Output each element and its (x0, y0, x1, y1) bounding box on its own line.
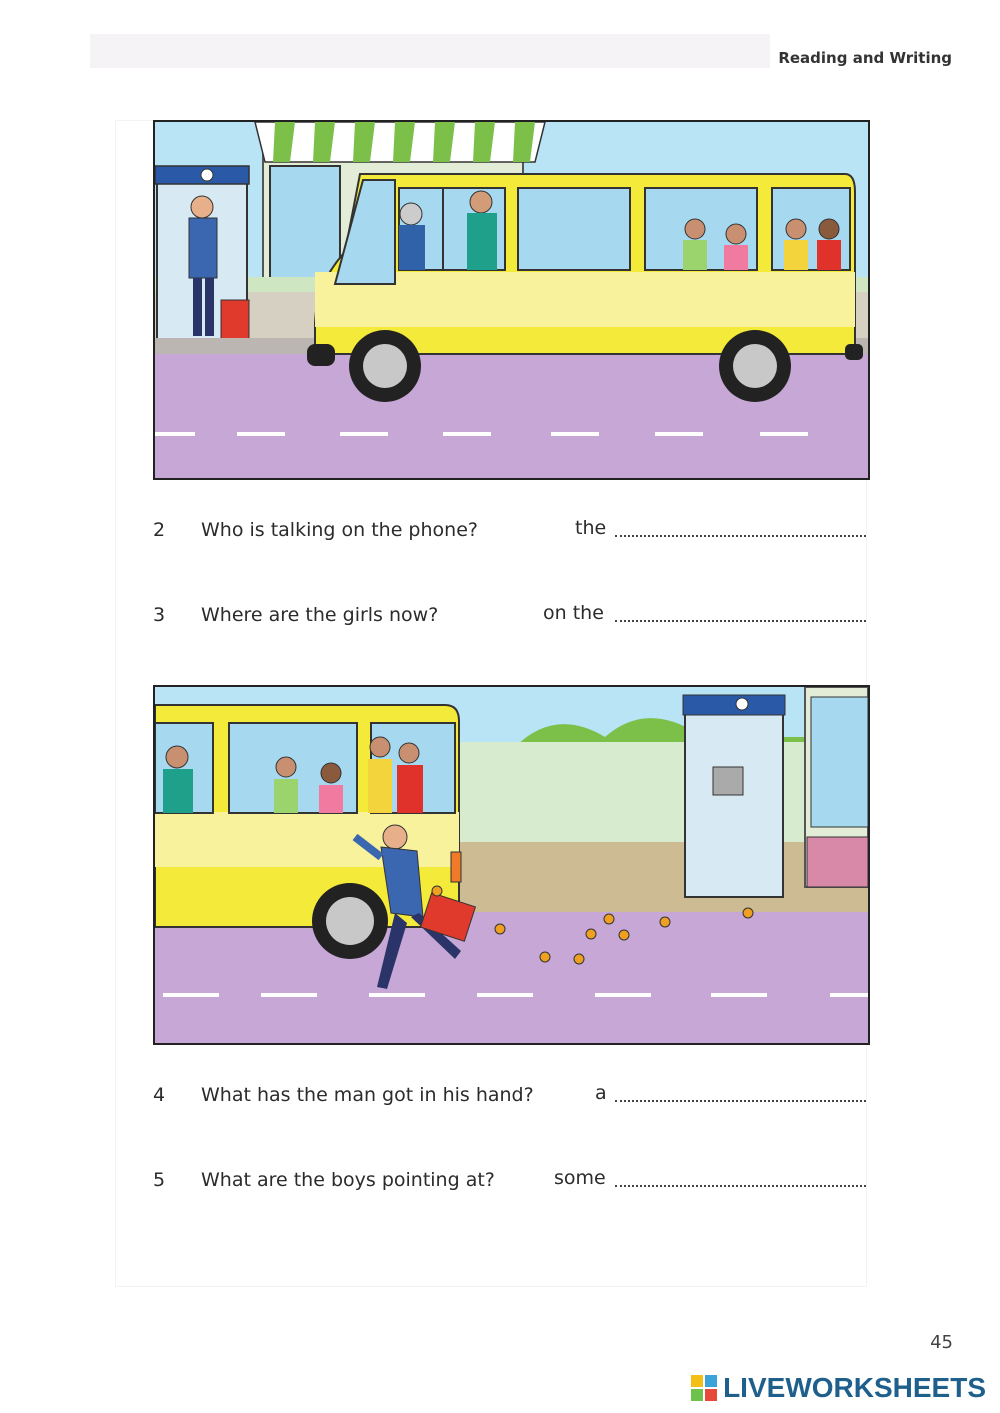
brand-icon (691, 1375, 717, 1401)
answer-prefix: on the (543, 602, 604, 624)
question-3 (153, 604, 866, 634)
illustration-running-man (153, 685, 870, 1045)
answer-field-2[interactable] (615, 515, 866, 543)
liveworksheets-logo (691, 1370, 986, 1406)
question-number: 4 (153, 1084, 166, 1106)
question-5 (153, 1169, 866, 1199)
answer-prefix: some (554, 1167, 606, 1189)
illustration-bus-stop (153, 120, 870, 480)
answer-field-5[interactable] (615, 1165, 866, 1193)
answer-field-3[interactable] (615, 600, 866, 628)
red-bag (221, 300, 249, 340)
question-text: Where are the girls now? (201, 604, 439, 626)
answer-prefix: a (595, 1082, 607, 1104)
answer-field-4[interactable] (615, 1080, 866, 1108)
section-header: Reading and Writing (778, 49, 952, 67)
question-number: 2 (153, 519, 166, 541)
brand-name: LIVEWORKSHEETS (723, 1372, 986, 1403)
phone-box (683, 695, 785, 897)
question-number: 3 (153, 604, 166, 626)
shop-awning (255, 122, 545, 162)
question-text: What are the boys pointing at? (201, 1169, 495, 1191)
question-2 (153, 519, 866, 549)
question-number: 5 (153, 1169, 166, 1191)
question-text: Who is talking on the phone? (201, 519, 478, 541)
page-number: 45 (930, 1332, 953, 1353)
question-text: What has the man got in his hand? (201, 1084, 534, 1106)
faded-header-band (90, 34, 770, 68)
answer-prefix: the (575, 517, 607, 539)
question-4 (153, 1084, 866, 1114)
